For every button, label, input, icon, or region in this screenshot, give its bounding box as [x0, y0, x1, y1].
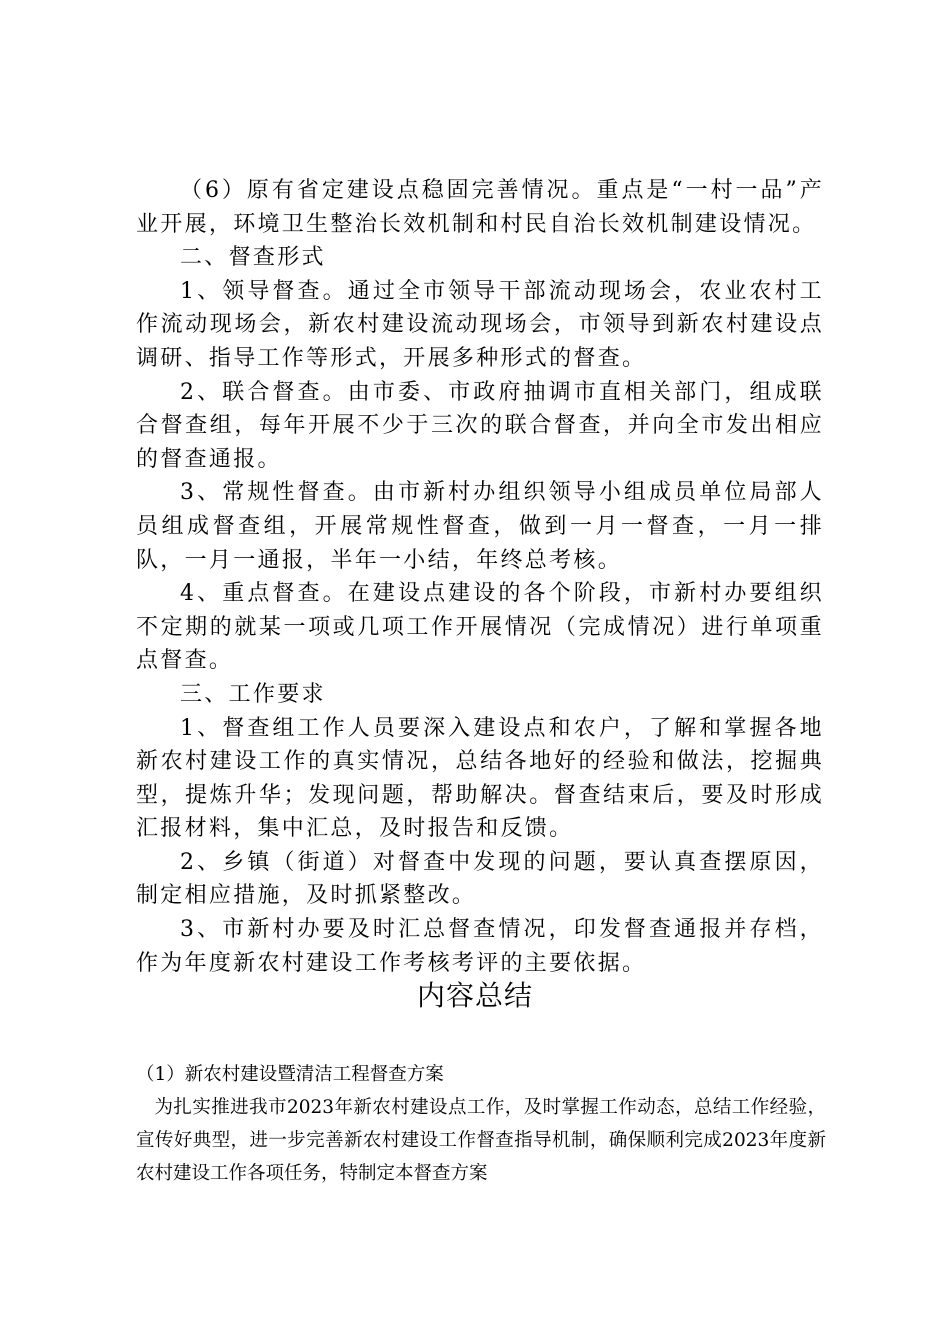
summary-title: 内容总结: [416, 979, 533, 1012]
summary-body: 为扎实推进我市2023年新农村建设点工作，及时掌握工作动态，总结工作经验，宣传好典型，进一步完善新农村建设工作督查指导机制，确保顺利完成2023年度新农村建设工作各项任务，特制定本督查方案: [136, 1097, 826, 1184]
section-heading-work-requirements: 三、工作要求: [180, 681, 326, 707]
paragraph-requirement-3: 3、市新村办要及时汇总督查情况，印发督查通报并存档，作为年度新农村建设工作考核考评的主要依据。: [136, 917, 824, 976]
paragraph-requirement-1: 1、督查组工作人员要深入建设点和农户，了解和掌握各地新农村建设工作的真实情况，总结各地好的经验和做法，挖掘典型，提炼升华；发现问题，帮助解决。督查结束后，要及时形成汇报材料，集中汇总，及时报告和反馈。: [136, 715, 824, 842]
section-heading-inspection-forms: 二、督查形式: [180, 245, 326, 271]
paragraph-joint-inspection: 2、联合督查。由市委、市政府抽调市直相关部门，组成联合督查组，每年开展不少于三次的联合督查，并向全市发出相应的督查通报。: [136, 379, 824, 472]
paragraph-requirement-2: 2、乡镇（街道）对督查中发现的问题，要认真查摆原因，制定相应措施，及时抓紧整改。: [136, 849, 824, 909]
paragraph-routine-inspection: 3、常规性督查。由市新村办组织领导小组成员单位局部人员组成督查组，开展常规性督查，做到一月一督查，一月一排队，一月一通报，半年一小结，年终总考核。: [136, 480, 824, 573]
paragraph-key-inspection: 4、重点督查。在建设点建设的各个阶段，市新村办要组织不定期的就某一项或几项工作开展情况（完成情况）进行单项重点督查。: [136, 581, 824, 674]
paragraph-original-sites: （6）原有省定建设点稳固完善情况。重点是“一村一品”产业开展，环境卫生整治长效机制和村民自治长效机制建设情况。: [136, 178, 824, 237]
summary-section: [136, 1058, 826, 1190]
summary-heading: （1）新农村建设暨清洁工程督查方案: [136, 1064, 444, 1085]
document-body: [136, 174, 824, 980]
paragraph-leadership-inspection: 1、领导督查。通过全市领导干部流动现场会，农业农村工作流动现场会，新农村建设流动现场会，市领导到新农村建设点调研、指导工作等形式，开展多种形式的督查。: [136, 278, 824, 371]
